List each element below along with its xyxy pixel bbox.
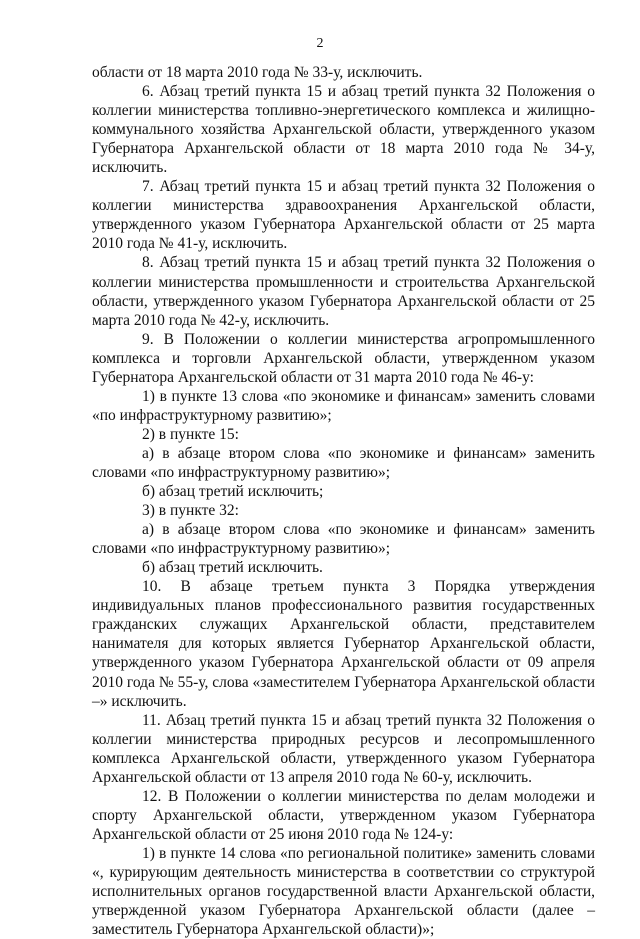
page-number: 2 (316, 36, 324, 51)
paragraph: 11. Абзац третий пункта 15 и абзац третий пункта 32 Положения о коллегии министерства природных ресурсов и лесопромышленного комплекса Архангельской области, утвержденного указом Губернатора Архангельской области от 13 апреля 2010 года № 60-у, исключить. (92, 711, 595, 786)
paragraph: 1) в пункте 14 слова «по региональной политике» заменить словами «, курирующим деятельность министерства в соответствии со структурой исполнительных органов государственной власти Архангельской области, утвержденной указом Губернатора Архангельской области (далее – заместитель Губернатора Архангельской области)»; (92, 844, 595, 939)
paragraph: 12. В Положении о коллегии министерства по делам молодежи и спорту Архангельской области, утвержденном указом Губернатора Архангельской области от 25 июня 2010 года № 124-у: (92, 787, 595, 843)
paragraph: 7. Абзац третий пункта 15 и абзац третий пункта 32 Положения о коллегии министерства здравоохранения Архангельской области, утвержденного указом Губернатора Архангельской области от 25 марта 2010 года № 41-у, исключить. (92, 178, 595, 253)
paragraph: б) абзац третий исключить. (142, 559, 323, 577)
paragraph: 8. Абзац третий пункта 15 и абзац третий пункта 32 Положения о коллегии министерства промышленности и строительства Архангельской области, утвержденного указом Губернатора Архангельской области от 25 марта 2010 года № 42-у, исключить. (92, 254, 595, 329)
paragraph: а) в абзаце втором слова «по экономике и финансам» заменить словами «по инфраструктурному развитию»; (92, 521, 595, 558)
paragraph: 2) в пункте 15: (142, 425, 239, 443)
paragraph: 3) в пункте 32: (142, 502, 239, 520)
document-body (92, 63, 595, 939)
paragraph: области от 18 марта 2010 года № 33-у, исключить. (92, 64, 423, 81)
paragraph: 9. В Положении о коллегии министерства агропромышленного комплекса и торговли Архангельской области, утвержденном указом Губернатора Архангельской области от 31 марта 2010 года № 46-у: (92, 330, 595, 386)
paragraph: б) абзац третий исключить; (142, 483, 324, 501)
paragraph: 6. Абзац третий пункта 15 и абзац третий пункта 32 Положения о коллегии министерства топливно-энергетического комплекса и жилищно-коммунального хозяйства Архангельской области, утвержденного указом Губернатора Архангельской области от 18 марта 2010 года № 34-у, исключить. (92, 83, 595, 177)
paragraph: 1) в пункте 13 слова «по экономике и финансам» заменить словами «по инфраструктурному развитию»; (92, 387, 595, 424)
paragraph: 10. В абзаце третьем пункта 3 Порядка утверждения индивидуальных планов профессионального развития государственных гражданских служащих Архангельской области, представителем нанимателя для которых является Губернатор Архангельской области, утвержденного указом Губернатора Архангельской области от 09 апреля 2010 года № 55-у, слова «заместителем Губернатора Архангельской области –» исключить. (92, 578, 595, 710)
paragraph: а) в абзаце втором слова «по экономике и финансам» заменить словами «по инфраструктурному развитию»; (92, 444, 595, 481)
